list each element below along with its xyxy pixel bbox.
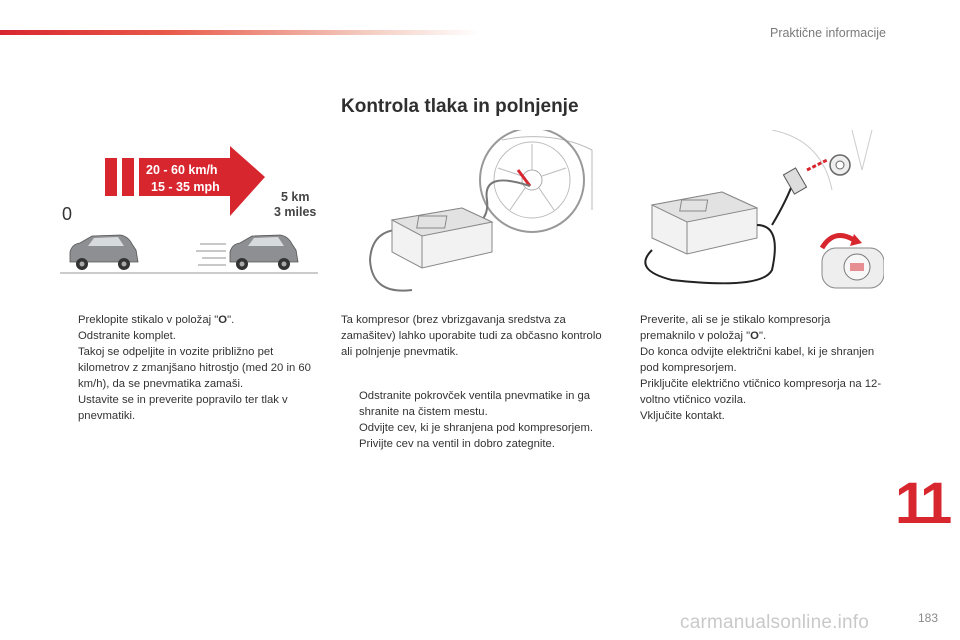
instructions-column-1 — [60, 312, 325, 424]
list-item: Vključite kontakt. — [640, 410, 725, 422]
page-number: 183 — [917, 611, 938, 625]
list-item: Privijte cev na ventil in dobro zategnite. — [359, 438, 555, 450]
list-item: Odstranite pokrovček ventila pnevmatike in ga shranite na čistem mestu. — [359, 390, 591, 418]
chapter-number: 11 — [895, 471, 949, 536]
instructions-column-3 — [622, 312, 884, 424]
intro-paragraph: Ta kompresor (brez vbrizgavanja sredstva za zamašitev) lahko uporabite tudi za občasno kontrolo ali polnjenje pnevmatik. — [341, 314, 602, 358]
list-item: Odvijte cev, ki je shranjena pod kompresorjem. — [359, 422, 593, 434]
list-item: Takoj se odpeljite in vozite približno pet kilometrov z zmanjšano hitrostjo (med 20 in 60 km/h), da se pnevmatika zamaši. — [78, 346, 311, 390]
speed-kmh-label: 20 - 60 km/h — [146, 163, 218, 177]
motion-lines-icon — [196, 244, 226, 265]
list-item: Ustavite se in preverite popravilo ter tlak v pnevmatiki. — [78, 394, 288, 422]
instructions-column-2 — [341, 312, 603, 452]
header-accent-bar — [0, 30, 480, 35]
distance-km-label: 5 km — [281, 190, 310, 204]
compressor-wheel-illustration — [352, 130, 600, 300]
ignition-switch-icon — [822, 248, 884, 288]
car-moving-icon — [230, 235, 298, 270]
distance-miles-label: 3 miles — [274, 205, 317, 219]
page-heading: Kontrola tlaka in polnjenje — [341, 96, 579, 117]
speed-illustration — [60, 140, 325, 280]
compressor-icon — [392, 208, 492, 268]
speed-mph-label: 15 - 35 mph — [151, 180, 220, 194]
list-item: Preklopite stikalo v položaj "O". — [78, 314, 235, 326]
socket-icon — [830, 155, 850, 175]
zero-label: 0 — [62, 204, 73, 224]
plug-icon — [783, 168, 806, 194]
car-start-icon — [70, 235, 138, 270]
watermark: carmanualsonline.info — [680, 612, 870, 633]
list-item: Do konca odvijte električni kabel, ki je shranjen pod kompresorjem. — [640, 346, 875, 374]
compressor-socket-illustration — [622, 130, 884, 305]
compressor-icon — [652, 192, 757, 254]
list-item: Priključite električno vtičnico kompresorja na 12-voltno vtičnico vozila. — [640, 378, 882, 406]
list-item: Odstranite komplet. — [78, 330, 176, 342]
list-item: Preverite, ali se je stikalo kompresorja premaknilo v položaj "O". — [640, 314, 831, 342]
section-title: Praktične informacije — [769, 26, 886, 40]
